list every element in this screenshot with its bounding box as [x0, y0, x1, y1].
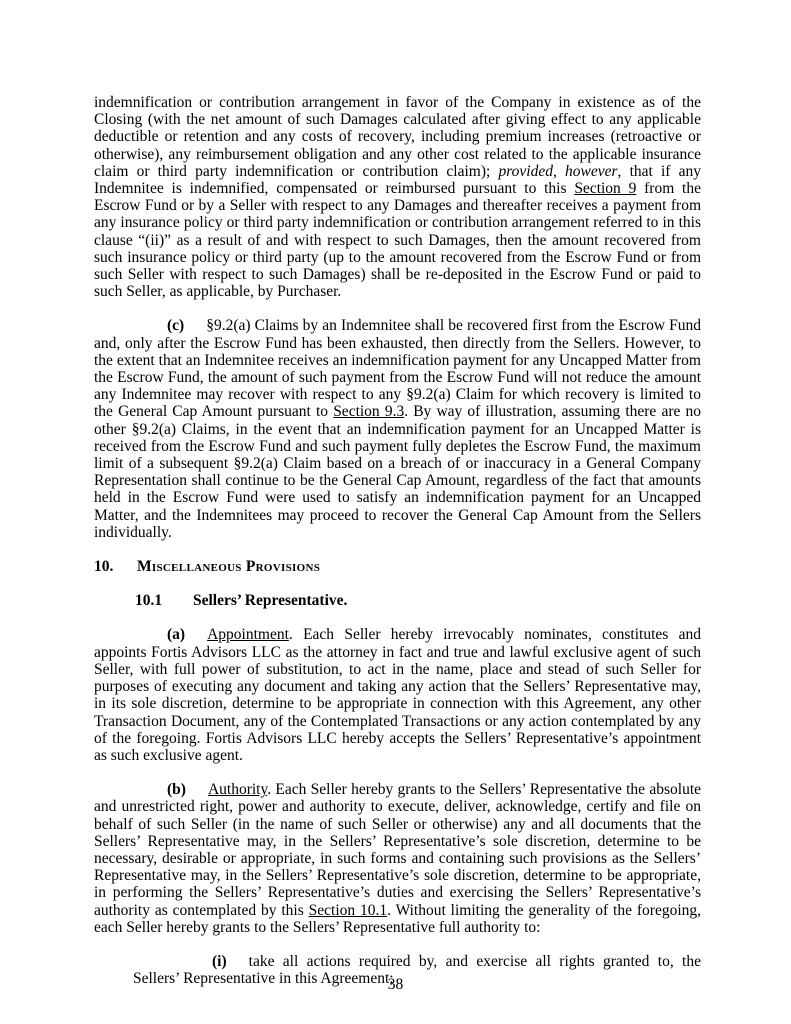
paragraph-a [94, 626, 701, 764]
text-run: . Without limiting the generality of the foregoing, each Seller hereby grants to the Sellers’ Representative full authority to: [94, 901, 702, 936]
text-run: Section 9.3 [333, 403, 405, 421]
text-run: take all actions required by, and exercise all rights granted to, the Sellers’ Representative in this Agreement; [133, 952, 701, 988]
paragraph-label: (b) [167, 781, 186, 799]
text-run: Sellers’ Representative. [193, 592, 348, 610]
page-number: 38 [387, 976, 404, 993]
text-run: . By way of illustration, assuming there are no other §9.2(a) Claims, in the event that an indemnification payment for an Uncapped Matter is received from the Escrow Fund and such payment fully depletes the Escrow Fund, the maximum limit of a subsequent §9.2(a) Claim based on a breach of or inaccuracy in a General Company Representation shall continue to be the General Cap Amount, regardless of the fact that amounts held in the Escrow Fund were used to satisfy an indemnification payment for an Uncapped Matter, and the Indemnitees may proceed to recover the General Cap Amount from the Sellers individually. [94, 403, 702, 541]
paragraph-label: 10. [94, 558, 114, 576]
paragraph-c [94, 317, 701, 541]
text-run: Section 10.1 [308, 901, 388, 919]
paragraph-label: (a) [167, 626, 186, 644]
document-body [94, 94, 701, 1004]
text-run: indemnification or contribution arrangement in favor of the Company in existence as of the Closing (with the net amount of such Damages calculated after giving effect to any applicable deductible or retention and any costs of recovery, including premium increases (retroactive or otherwise), any reimbursement obligation and any other cost related to the applicable insurance claim or third party indemnification or contribution claim); [94, 94, 701, 180]
text-run: , that if any Indemnitee is indemnified, compensated or reimbursed pursuant to this [94, 162, 701, 198]
paragraph-label: (i) [212, 952, 227, 970]
section-heading-10 [94, 558, 701, 575]
text-run: Section 9 [574, 180, 637, 198]
paragraph-label: (c) [167, 317, 185, 335]
paragraph-continuation [94, 94, 701, 300]
text-run: . Each Seller hereby grants to the Sellers’ Representative the absolute and unrestricted right, power and authority to execute, deliver, acknowledge, certify and file on behalf of such Seller (in the name of such Seller or otherwise) any and all documents that the Sellers’ Representative may, in the Sellers’ Representative’s sole discretion, determine to be necessary, desirable or appropriate, in such forms and containing such provisions as the Sellers’ Representative may, in the Sellers’ Representative’s sole discretion, determine to be appropriate, in performing the Sellers’ Representative’s duties and exercising the Sellers’ Representative’s authority as contemplated by this [94, 781, 701, 919]
text-run: . Each Seller hereby irrevocably nominates, constitutes and appoints Fortis Advisors LLC as the attorney in fact and true and lawful exclusive agent of such Seller, with full power of substitution, to act in the name, place and stead of such Seller for purposes of executing any document and taking any action that the Sellers’ Representative may, in its sole discretion, determine to be appropriate in connection with this Agreement, any other Transaction Document, any of the Contemplated Transactions or any action contemplated by any of the foregoing. Fortis Advisors LLC hereby accepts the Sellers’ Representative’s appointment as such exclusive agent. [94, 626, 701, 764]
text-run: §9.2(a) Claims by an Indemnitee shall be recovered first from the Escrow Fund and, only after the Escrow Fund has been exhausted, then directly from the Sellers. However, to the extent that an Indemnitee receives an indemnification payment for any Uncapped Matter from the Escrow Fund, the amount of such payment from the Escrow Fund will not reduce the amount any Indemnitee may recover with respect to any §9.2(a) Claim for which recovery is limited to the General Cap Amount pursuant to [94, 317, 701, 421]
text-run: from the Escrow Fund or by a Seller with respect to any Damages and thereafter receives a payment from any insurance policy or third party indemnification or contribution arrangement referred to in this clause “(ii)” as a result of and with respect to such Damages, then the amount recovered from such insurance policy or third party (up to the amount recovered from the Escrow Fund or from such Seller with respect to such Damages) shall be re-deposited in the Escrow Fund or paid to such Seller, as applicable, by Purchaser. [94, 180, 701, 301]
subsection-heading-10-1 [94, 592, 701, 609]
paragraph-b [94, 781, 701, 936]
text-run: Authority [207, 781, 268, 799]
paragraph-label: 10.1 [135, 592, 163, 610]
text-run: Appointment [207, 626, 289, 644]
text-run: Miscellaneous Provisions [137, 558, 321, 576]
text-run: provided, however [498, 162, 618, 180]
